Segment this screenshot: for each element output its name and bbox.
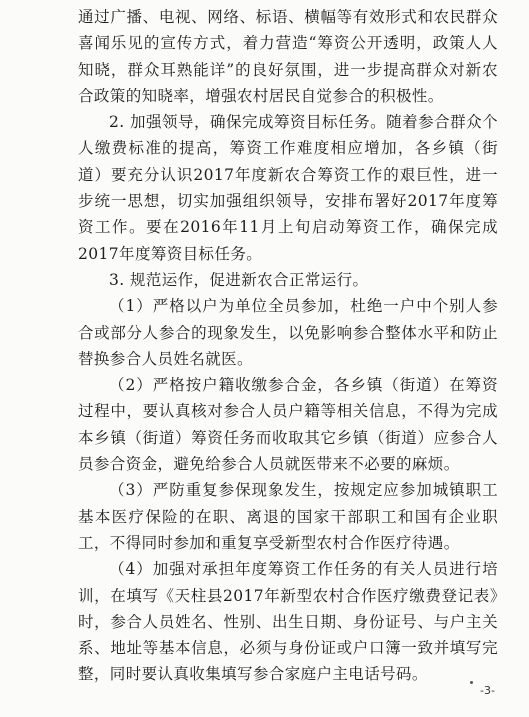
paragraph-item-2: （2）严格按户籍收缴参合金，各乡镇（街道）在筹资过程中，要认真核对参合人员户籍等相关信息，不得为完成本乡镇（街道）筹资任务而收取其它乡镇（街道）应参合人员参合资金，避免给参合人员就医带来不必要的麻烦。 [78,376,498,474]
page-number: -3- [480,684,495,697]
paragraph-item-1: （1）严格以户为单位全员参加，杜绝一户中个别人参合或部分人参合的现象发生，以免影响参合整体水平和防止替换参合人员姓名就医。 [78,297,498,368]
paragraph-publicity-continuation: 通过广播、电视、网络、标语、横幅等有效形式和农民群众喜闻乐见的宣传方式，着力营造“筹资公开透明，政策人人知晓，群众耳熟能详”的良好氛围，进一步提高群众对新农合政策的知晓率，增强农村居民自觉参合的积极性。 [78,8,498,105]
paragraph-item-4: （4）加强对承担年度筹资工作任务的有关人员进行培训，在填写《天柱县2017年新型农村合作医疗缴费登记表》时，参合人员姓名、性别、出生日期、身份证号、与户主关系、地址等基本信息，必须与身份证或户口簿一致并填写完整，同时要认真收集填写参合家庭户主电话号码。 [78,560,498,684]
paragraph-item-3: （3）严防重复参保现象发生，按规定应参加城镇职工基本医疗保险的在职、离退的国家干部职工和国有企业职工，不得同时参加和重复享受新型农村合作医疗待遇。 [78,481,498,552]
paragraph-standard-operation-heading: 3. 规范运作，促进新农合正常运行。 [109,270,369,289]
paragraph-leadership: 2. 加强领导，确保完成筹资目标任务。随着参合群众个人缴费标准的提高，筹资工作难度相应增加，各乡镇（街道）要充分认识2017年度新农合筹资工作的艰巨性，进一步统一思想，切实加强组织领导，安排布署好2017年度筹资工作。要在2016年11月上旬启动筹资工作，确保完成2017年度筹资目标任务。 [78,113,498,263]
body-text [78,4,498,688]
scan-dot-mark [470,681,473,684]
